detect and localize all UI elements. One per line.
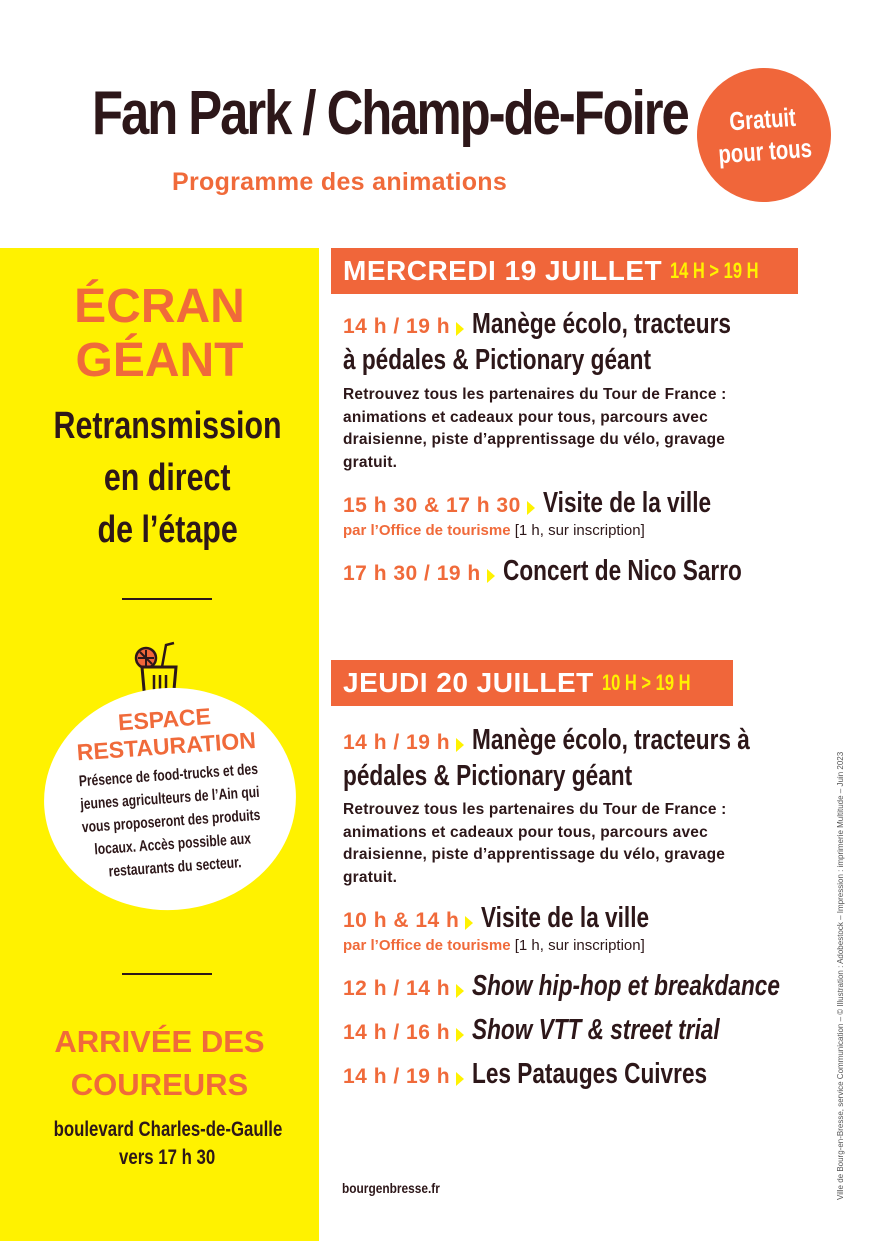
event-title: Manège écolo, tracteurs à (472, 724, 750, 756)
play-arrow-icon (527, 501, 535, 515)
badge-line-1: Gratuit (728, 101, 798, 137)
event-row (343, 1012, 790, 1048)
day-hours: 14 H > 19 H (670, 258, 759, 283)
event-time: 14 h / 19 h (343, 315, 451, 338)
divider-1 (122, 598, 212, 600)
arrivee-line-1: ARRIVÉE DES (54, 1024, 265, 1059)
day-label: MERCREDI 19 JUILLET (343, 255, 663, 286)
office-detail: [1 h, sur inscription] (510, 522, 645, 539)
page-title: Fan Park / Champ-de-Foire (92, 79, 688, 148)
play-arrow-icon (487, 569, 495, 583)
badge-line-2: pour tous (717, 132, 813, 170)
event-title: Show hip-hop et breakdance (472, 970, 780, 1002)
event-row (343, 1056, 773, 1092)
event-time: 14 h / 16 h (343, 1021, 451, 1044)
event-row-cont (343, 342, 738, 378)
ecran-line-2: GÉANT (75, 334, 244, 387)
arrivee-time: vers 17 h 30 (119, 1146, 216, 1169)
event-description: Retrouvez tous les partenaires du Tour de France : animations et cadeaux pour tous, parcours avec draisienne, piste d’apprentissage du vélo, gravage gratuit. (343, 801, 727, 886)
resto-title-line-1: ESPACE (117, 702, 212, 736)
event-time: 15 h 30 & 17 h 30 (343, 494, 521, 517)
play-arrow-icon (456, 738, 464, 752)
divider-2 (122, 973, 212, 975)
office-label: par l’Office de tourisme (343, 937, 511, 954)
retransmission-text (0, 400, 335, 556)
event-description: Retrouvez tous les partenaires du Tour de France : animations et cadeaux pour tous, parcours avec draisienne, piste d’apprentissage du vélo, gravage gratuit. (343, 386, 727, 471)
day-hours: 10 H > 19 H (601, 670, 691, 695)
retrans-line-3: de l’étape (97, 509, 238, 551)
arrivee-heading (0, 1020, 319, 1106)
event-row-cont (343, 758, 714, 794)
event-time: 10 h & 14 h (343, 909, 460, 932)
play-arrow-icon (456, 1072, 464, 1086)
event-title: pédales & Pictionary géant (343, 760, 633, 792)
arrivee-details (0, 1116, 335, 1172)
credits-text: Ville de Bourg-en-Bresse, service Communication – © Illustration : Adobestock – Impression : imprimerie Multitude – Juin 2023 (836, 751, 845, 1200)
event-title: Show VTT & street trial (472, 1014, 720, 1046)
website-link[interactable]: bourgenbresse.fr (342, 1180, 440, 1196)
event-row (343, 968, 867, 1004)
play-arrow-icon (456, 322, 464, 336)
event-title: Manège écolo, tracteurs (472, 308, 732, 340)
day-banner-jeudi (331, 660, 733, 706)
resto-text-line: Présence de food-trucks et des (78, 760, 259, 791)
play-arrow-icon (456, 1028, 464, 1042)
event-title: Les Patauges Cuivres (472, 1058, 708, 1090)
event-row (343, 553, 809, 589)
office-label: par l’Office de tourisme (343, 522, 511, 539)
event-title: Visite de la ville (481, 902, 650, 934)
page-subtitle: Programme des animations (172, 168, 508, 196)
resto-text-line: restaurants du secteur. (107, 854, 242, 881)
retrans-line-1: Retransmission (53, 405, 282, 447)
event-row (343, 306, 804, 342)
event-row (343, 485, 758, 521)
office-detail: [1 h, sur inscription] (510, 937, 645, 954)
event-note (343, 522, 645, 539)
ecran-line-1: ÉCRAN (74, 280, 245, 333)
event-time: 14 h / 19 h (343, 731, 451, 754)
resto-text-line: jeunes agriculteurs de l’Ain qui (79, 783, 261, 814)
event-title: à pédales & Pictionary géant (343, 344, 651, 376)
retrans-line-2: en direct (104, 457, 231, 499)
event-title: Concert de Nico Sarro (502, 555, 742, 587)
resto-text-line: vous proposeront des produits (81, 806, 262, 837)
play-arrow-icon (465, 916, 473, 930)
arrivee-line-2: COUREURS (70, 1067, 249, 1102)
resto-text-line: locaux. Accès possible aux (94, 830, 252, 859)
event-time: 12 h / 14 h (343, 977, 451, 1000)
arrivee-place: boulevard Charles-de-Gaulle (53, 1118, 282, 1141)
ecran-geant-heading (0, 280, 319, 388)
event-time: 17 h 30 / 19 h (343, 562, 481, 585)
event-row (343, 722, 828, 758)
event-title: Visite de la ville (542, 487, 711, 519)
day-label: JEUDI 20 JUILLET (343, 667, 594, 698)
resto-description (42, 755, 301, 887)
event-note (343, 937, 645, 954)
play-arrow-icon (456, 984, 464, 998)
event-row (343, 900, 697, 936)
free-badge (692, 63, 835, 206)
resto-title-line-2: RESTAURATION (75, 726, 257, 766)
event-time: 14 h / 19 h (343, 1065, 451, 1088)
day-banner-mercredi (331, 248, 798, 294)
